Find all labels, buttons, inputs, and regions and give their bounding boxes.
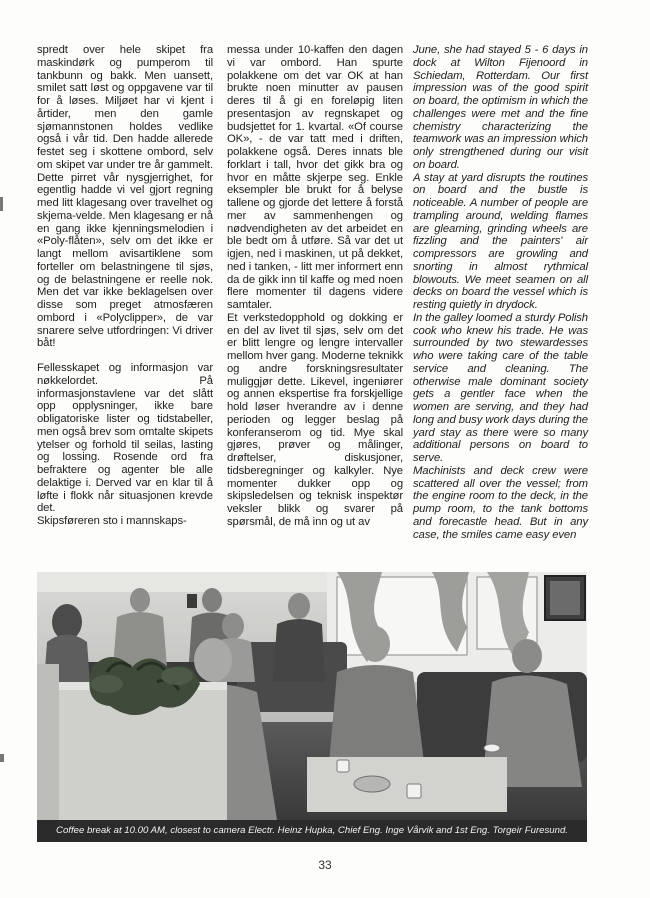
paragraph: A stay at yard disrupts the routines on board and the bustle is noticeable. A number of people are trampling around, welding flames are gleaming, grinding wheels are fizzling and the painters' air compressors are growling and snorting in almost rythmical blowouts. We meet seamen on all decks on board the vessel which is resting quietly in drydock.: [413, 171, 588, 311]
page-number: 33: [318, 858, 332, 872]
paragraph: Machinists and deck crew were scattered all over the vessel; from the engine room to the deck, in the pump room, to the tank bottoms and forecastle head. But in any case, the smiles came easy even: [413, 464, 588, 541]
article-column-2: [227, 44, 403, 529]
scan-edge-mark: [0, 754, 4, 762]
paragraph: In the galley loomed a sturdy Polish cook who knew his trade. He was surrounded by two stewardesses who were taking care of the table service and cleaning. The otherwise male dominant society gets a gentler face when the women are serving, and they had long and busy work days during the yard stay as there were so many additional persons on board to serve.: [413, 311, 588, 464]
photo-caption: Coffee break at 10.00 AM, closest to camera Electr. Heinz Hupka, Chief Eng. Inge Vårvik and 1st Eng. Torgeir Furesund.: [37, 820, 587, 842]
paragraph: Skipsføreren sto i mannskaps-: [37, 515, 187, 527]
paragraph: messa under 10-kaffen den dagen vi var ombord. Han spurte polakkene om det var OK at han brukte noen minutter av pausen deres til å gi en foreløpig liten presentasjon av regnskapet og budsjettet for 1. kvartal. «Of course OK», - de var tatt med i driften, polakkene også. Deres innats ble forklart i tall, hvor det gikk bra og hvor en måtte skjerpe seg. Enkle eksempler ble brukt for å belyse tallene og gjorde det lettere å forstå mer av sammenhengen og nødvendigheten av det arbeidet en ble bedt om å utføre. Så var det ut igjen, ned i maskinen, ut på dekket, ned i tanken, - litt mer informert enn da de gikk inn til kaffe og med noen flere momenter til dagens videre samtaler.: [227, 44, 403, 311]
paragraph: Fellesskapet og informasjon var nøkkelordet. På informasjonstavlene var det slått opp opplysninger, ikke bare obligatoriske lister og tidstabeller, men også brev som omtalte skipets ytelser og forhold til seilas, lasting og lossing. Rosende ord fra befraktere og agenter ble alle delaktige i. Derved var en klar til å løfte i flokk når situasjonen krevde det.: [37, 362, 213, 515]
article-column-3-english: [413, 44, 588, 541]
paragraph: June, she had stayed 5 - 6 days in dock at Wilton Fijenoord in Schiedam, Rotterdam. Our first impression was of the good spirit on board, the optimism in which the challenges were met and the fine chemistry characterizing the teamwork was an impression which only strengthened during our visit on board.: [413, 44, 588, 171]
scan-edge-mark: [0, 197, 3, 211]
paragraph: spredt over hele skipet fra maskindørk og pumperom til tankbunn og bakk. Men uansett, smilet satt løst og oppgavene var til for å løses. Miljøet har vi kjent i årtider, men den gamle sjømannstonen holdes vedlike også i vår tid. Den hadde allerede festet seg i skottene ombord, selv om skipet var under tre år gammelt. Dette pirret vår nysgjerrighet, for egentlig hadde vi vel gjort regning med litt klagesang over travelhet og skjema-velde. Men klagesang er nå en gang ikke kjenningsmelodien i «Poly-flåten», selv om det ikke er langt mellom avisartiklene som forteller om belastningene til sjøs, og de belastningene er reelle nok. Men det var ikke beklagelsen over disse som preget atmosfæren ombord i «Polyclipper», de var snarere selve utfordringen: Vi driver båt!: [37, 44, 213, 350]
article-column-1: [37, 44, 213, 528]
crew-coffee-break-photo: [37, 572, 587, 820]
paragraph: Et verkstedopphold og dokking er en del av livet til sjøs, selv om det er blitt lengre og lengre intervaller mellom hver gang. Moderne teknikk og andre forskningsresultater muliggjør dette. Likevel, ingeniører og annen ekspertise fra forskjellige hold løser hverandre av i denne perioden og legger beslag på konferanserom og tid. Mye skal gjøres, prøver og målinger, drøftelser, diskusjoner, tidsberegninger og kalkyler. Nye momenter dukker opp og skipsledelsen og teknisk inspektør veksler blikk og svarer på spørsmål, de må inn og ut av: [227, 311, 403, 528]
